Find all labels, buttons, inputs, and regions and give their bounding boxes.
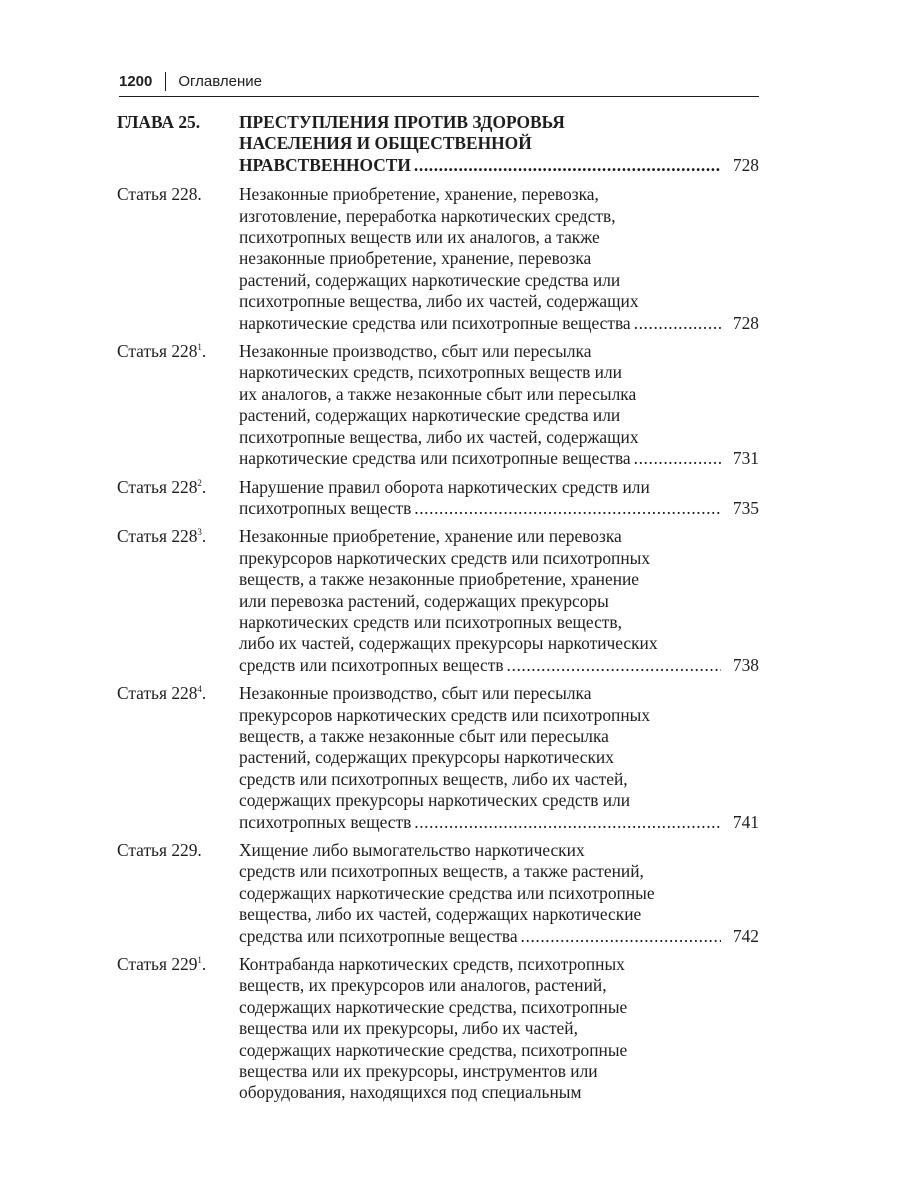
leader-dots bbox=[411, 812, 721, 833]
article-title-line: наркотических средств или психотропных веществ, bbox=[239, 611, 622, 632]
chapter-title-lastline bbox=[239, 155, 759, 176]
article-title-line: содержащих прекурсоры наркотических средств или bbox=[239, 790, 631, 811]
article-number bbox=[117, 683, 239, 833]
article-title-line: изготовление, переработка наркотических средств, bbox=[239, 205, 616, 226]
page-ref: 742 bbox=[732, 925, 759, 946]
article-title-line: Нарушение правил оборота наркотических средств или bbox=[239, 476, 650, 497]
article-title-lastline bbox=[239, 498, 759, 519]
page-ref: 735 bbox=[732, 497, 759, 518]
chapter-title-line: НРАВСТВЕННОСТИ bbox=[239, 154, 411, 175]
article-title-line: средств или психотропных веществ bbox=[239, 654, 504, 675]
article-number bbox=[117, 341, 239, 469]
article-title bbox=[239, 477, 759, 520]
article-title-lastline bbox=[239, 313, 759, 334]
article-number bbox=[117, 526, 239, 676]
toc-chapter-entry[interactable] bbox=[117, 112, 759, 176]
article-superscript: 1 bbox=[197, 955, 202, 966]
article-title-line: оборудования, находящихся под специальным bbox=[239, 1082, 582, 1103]
article-label: Статья 229 bbox=[117, 840, 198, 860]
section-title: Оглавление bbox=[178, 73, 263, 90]
chapter-label: ГЛАВА 25. bbox=[117, 112, 201, 132]
article-title-line: растений, содержащих наркотические средства или bbox=[239, 405, 621, 426]
article-title-line: вещества или их прекурсоры, либо их частей, bbox=[239, 1018, 578, 1039]
article-title-line: средств или психотропных веществ, а также растений, bbox=[239, 861, 644, 882]
article-title-line: Хищение либо вымогательство наркотических bbox=[239, 840, 585, 860]
leader-dots bbox=[518, 926, 721, 947]
article-title-line: Незаконные производство, сбыт или пересылка bbox=[239, 341, 592, 362]
table-of-contents bbox=[117, 112, 759, 1111]
article-title-line: прекурсоров наркотических средств или психотропных bbox=[239, 704, 651, 725]
article-title-lastline bbox=[239, 812, 759, 833]
article-suffix: . bbox=[197, 184, 202, 205]
article-title bbox=[239, 840, 759, 947]
article-title-line: содержащих наркотические средства, психотропные bbox=[239, 1039, 628, 1060]
article-suffix: . bbox=[201, 341, 207, 362]
article-title-line: растений, содержащих наркотические средства или bbox=[239, 269, 621, 290]
article-title-line: прекурсоров наркотических средств или психотропных bbox=[239, 547, 651, 568]
article-suffix: . bbox=[201, 476, 207, 497]
article-title-line: содержащих наркотические средства, психотропные bbox=[239, 996, 628, 1017]
article-superscript: 1 bbox=[197, 342, 202, 353]
page-ref: 738 bbox=[732, 654, 759, 675]
article-title-line: их аналогов, а также незаконные сбыт или пересылка bbox=[239, 383, 637, 404]
article-title-line: Незаконные производство, сбыт или пересылка bbox=[239, 683, 592, 704]
page-ref: 731 bbox=[732, 448, 759, 469]
toc-article-entry[interactable] bbox=[117, 477, 759, 520]
article-title-line: Контрабанда наркотических средств, психотропных bbox=[239, 954, 625, 975]
toc-article-entry[interactable] bbox=[117, 954, 759, 1104]
article-title-lastline bbox=[239, 655, 759, 676]
chapter-title-line: НАСЕЛЕНИЯ И ОБЩЕСТВЕННОЙ bbox=[239, 133, 532, 154]
article-title-line: психотропные вещества, либо их частей, содержащих bbox=[239, 426, 639, 447]
article-suffix: . bbox=[201, 683, 207, 704]
article-number bbox=[117, 477, 239, 520]
chapter-title-line: ПРЕСТУПЛЕНИЯ ПРОТИВ ЗДОРОВЬЯ bbox=[239, 112, 565, 132]
page-ref: 741 bbox=[732, 811, 759, 832]
chapter-title bbox=[239, 112, 759, 176]
article-suffix: . bbox=[201, 954, 207, 975]
article-title-line: психотропных веществ или их аналогов, а также bbox=[239, 227, 600, 248]
article-number bbox=[117, 954, 239, 1104]
article-title-line: вещества, либо их частей, содержащих наркотические bbox=[239, 904, 642, 925]
page-ref: 728 bbox=[732, 312, 759, 333]
toc-article-entry[interactable] bbox=[117, 526, 759, 676]
article-label: Статья 228 bbox=[117, 683, 198, 704]
article-title-line: средств или психотропных веществ, либо их частей, bbox=[239, 768, 628, 789]
article-title-line: содержащих наркотические средства или психотропные bbox=[239, 882, 655, 903]
article-title-line: наркотических средств, психотропных веществ или bbox=[239, 362, 622, 383]
toc-article-entry[interactable] bbox=[117, 840, 759, 947]
article-suffix: . bbox=[197, 840, 202, 860]
article-label: Статья 228 bbox=[117, 476, 198, 497]
article-label: Статья 228 bbox=[117, 184, 198, 205]
running-header bbox=[119, 72, 759, 97]
leader-dots bbox=[411, 498, 721, 519]
article-title-line: веществ, а также незаконные сбыт или пересылка bbox=[239, 725, 609, 746]
article-title-line: незаконные приобретение, хранение, перевозка bbox=[239, 248, 592, 269]
article-label: Статья 228 bbox=[117, 341, 198, 362]
article-title-line: психотропных веществ bbox=[239, 497, 412, 518]
article-title-line: растений, содержащих прекурсоры наркотических bbox=[239, 747, 614, 768]
article-label: Статья 228 bbox=[117, 526, 198, 547]
article-title-line: либо их частей, содержащих прекурсоры наркотических bbox=[239, 633, 658, 654]
article-superscript: 3 bbox=[197, 527, 202, 538]
article-number bbox=[117, 840, 239, 947]
article-title-line: или перевозка растений, содержащих прекурсоры bbox=[239, 590, 609, 611]
article-title bbox=[239, 184, 759, 334]
article-title-line: психотропные вещества, либо их частей, содержащих bbox=[239, 291, 639, 312]
article-superscript: 2 bbox=[197, 477, 202, 488]
article-title-line: вещества или их прекурсоры, инструментов или bbox=[239, 1061, 598, 1082]
header-divider bbox=[165, 72, 166, 91]
article-title-line: наркотические средства или психотропные вещества bbox=[239, 448, 631, 469]
article-superscript: 4 bbox=[197, 684, 202, 695]
page-ref: 728 bbox=[732, 154, 759, 175]
leader-dots bbox=[631, 313, 721, 334]
toc-article-entry[interactable] bbox=[117, 683, 759, 833]
article-title-line: средства или психотропные вещества bbox=[239, 925, 518, 946]
article-title-line: наркотические средства или психотропные вещества bbox=[239, 312, 631, 333]
article-number bbox=[117, 184, 239, 334]
leader-dots bbox=[631, 448, 721, 469]
toc-article-entry[interactable] bbox=[117, 341, 759, 469]
article-suffix: . bbox=[201, 526, 207, 547]
article-title-lastline bbox=[239, 926, 759, 947]
leader-dots bbox=[504, 655, 721, 676]
page-number: 1200 bbox=[119, 73, 153, 90]
article-title bbox=[239, 683, 759, 833]
article-title-line: веществ, а также незаконные приобретение, хранение bbox=[239, 569, 640, 590]
toc-article-entry[interactable] bbox=[117, 184, 759, 334]
article-title bbox=[239, 954, 759, 1104]
article-title bbox=[239, 341, 759, 469]
article-title-line: Незаконные приобретение, хранение, перевозка, bbox=[239, 184, 599, 205]
article-title bbox=[239, 526, 759, 676]
leader-dots bbox=[411, 155, 721, 176]
article-title-line: веществ, их прекурсоров или аналогов, растений, bbox=[239, 975, 607, 996]
article-label: Статья 229 bbox=[117, 954, 198, 975]
article-title-line: Незаконные приобретение, хранение или перевозка bbox=[239, 526, 622, 547]
article-title-line: психотропных веществ bbox=[239, 811, 412, 832]
article-title-lastline bbox=[239, 448, 759, 469]
